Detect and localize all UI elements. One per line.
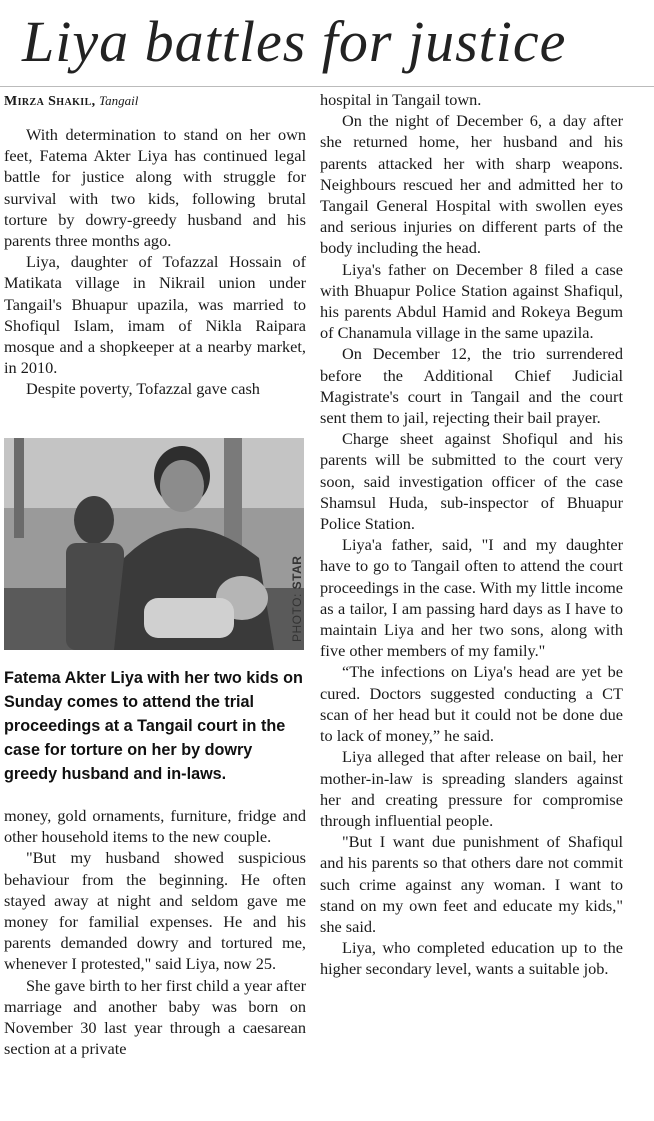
photo-caption: Fatema Akter Liya with her two kids on Sunday comes to attend the trial proceedings at a Tangail court in the case for torture on her by dowry greedy husband and in-laws. (4, 669, 303, 783)
paragraph: "But I want due punishment of Shafiqul and his parents so that others dare not commit such crime against any woman. I want to stand on my own feet and educate my kids," she said. (320, 832, 623, 936)
photo-credit-source: STAR (290, 555, 304, 590)
paragraph: "But my husband showed suspicious behaviour from the beginning. He often stayed away at night and seldom gave me money for familial expenses. He and his parents demanded dowry and tortured me, whenever I protested," said Liya, now 25. (4, 848, 306, 974)
paragraph: Liya, daughter of Tofazzal Hossain of Matikata village in Nikrail union under Tangail's Bhuapur upazila, was married to Shofiqul Islam, imam of Nikla Raipara mosque and a shopkeeper at a nearby market, in 2010. (4, 252, 306, 378)
column-2 (320, 89, 623, 980)
paragraph: With determination to stand on her own feet, Fatema Akter Liya has continued legal battle for justice along with struggle for survival with two kids, following brutal torture by dowry-greedy husband and his parents three months ago. (4, 125, 306, 251)
headline-rule (0, 86, 654, 87)
paragraph: Liya'a father, said, "I and my daughter have to go to Tangail often to attend the court proceedings in the case. With my little income as a tailor, I am passing hard days as I have to maintain Liya and her two sons, along with five other members of my family." (320, 535, 623, 661)
paragraph: Charge sheet against Shofiqul and his parents will be submitted to the court very soon, said investigation officer of the case Shamsul Huda, sub-inspector of Bhuapur Police Station. (320, 429, 623, 534)
paragraph: hospital in Tangail town. (320, 90, 482, 109)
column-1-top (4, 124, 306, 400)
paragraph: On the night of December 6, a day after she returned home, her husband and his parents attacked her with sharp weapons. Neighbours rescued her and admitted her to Tangail General Hospital with swollen eyes and serious injuries on different parts of the body including the head. (320, 111, 623, 258)
photo-illustration (4, 438, 304, 650)
paragraph: She gave birth to her first child a year after marriage and another baby was born on November 30 last year through a caesarean section at a private (4, 975, 306, 1059)
photo-credit-label: PHOTO: (290, 593, 304, 642)
headline: Liya battles for justice (22, 9, 567, 74)
column-1-bottom (4, 805, 306, 1059)
paragraph: On December 12, the trio surrendered before the Additional Chief Judicial Magistrate's court in Tangail and the court sent them to jail, rejecting their bail prayer. (320, 344, 623, 428)
photo-credit (290, 556, 304, 642)
byline-author: Mirza Shakil, (4, 94, 96, 109)
paragraph: Liya, who completed education up to the higher secondary level, wants a suitable job. (320, 938, 623, 979)
paragraph: Liya alleged that after release on bail, her mother-in-law is spreading slanders against her and creating pressure for compromise through influential people. (320, 747, 623, 830)
paragraph: money, gold ornaments, furniture, fridge and other household items to the new couple. (4, 806, 306, 847)
byline-place: Tangail (99, 93, 139, 108)
paragraph: Despite poverty, Tofazzal gave cash (26, 379, 260, 399)
byline (4, 92, 138, 111)
news-photo (4, 438, 304, 650)
paragraph: “The infections on Liya's head are yet be cured. Doctors suggested conducting a CT scan of her head but it could not be done due to lack of money,” he said. (320, 662, 623, 746)
paragraph: Liya's father on December 8 filed a case with Bhuapur Police Station against Shafiqul, his parents Abdul Hamid and Rokeya Begum of Chanamula village in the same upazila. (320, 259, 623, 343)
